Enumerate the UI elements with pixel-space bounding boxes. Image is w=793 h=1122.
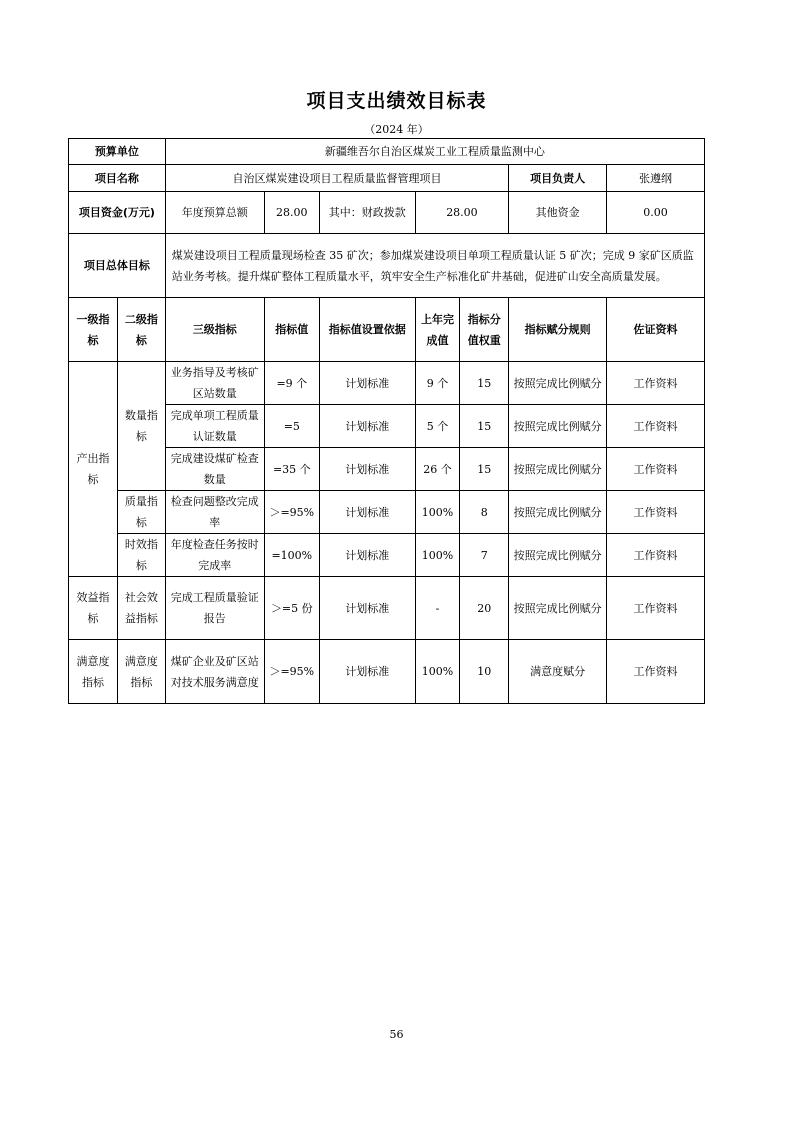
header-row-budget-unit (69, 139, 705, 165)
fiscal-value: 28.00 (415, 192, 509, 234)
basis-cell: 计划标准 (319, 362, 415, 405)
rule-cell: 按照完成比例赋分 (509, 362, 607, 405)
rule-cell: 按照完成比例赋分 (509, 534, 607, 577)
performance-table (68, 138, 705, 704)
col-weight: 指标分值权重 (460, 298, 509, 362)
indicator-cell: 完成单项工程质量认证数量 (165, 405, 264, 448)
owner-label: 项目负责人 (509, 165, 607, 192)
weight-cell: 15 (460, 448, 509, 491)
evidence-cell: 工作资料 (607, 405, 705, 448)
value-cell: =100% (264, 534, 319, 577)
col-last-year: 上年完成值 (415, 298, 460, 362)
other-funds-value: 0.00 (607, 192, 705, 234)
basis-cell: 计划标准 (319, 405, 415, 448)
table-row (69, 491, 705, 534)
value-cell: =5 (264, 405, 319, 448)
owner-value: 张遵纲 (607, 165, 705, 192)
annual-budget-label: 年度预算总额 (165, 192, 264, 234)
last-year-cell: 26 个 (415, 448, 460, 491)
table-row (69, 577, 705, 640)
level1-satisfaction: 满意度指标 (69, 640, 118, 704)
fiscal-label: 其中：财政拨款 (319, 192, 415, 234)
table-row (69, 534, 705, 577)
indicator-cell: 业务指导及考核矿区站数量 (165, 362, 264, 405)
last-year-cell: 100% (415, 534, 460, 577)
evidence-cell: 工作资料 (607, 534, 705, 577)
project-name-value: 自治区煤炭建设项目工程质量监督管理项目 (165, 165, 508, 192)
col-evidence: 佐证资料 (607, 298, 705, 362)
last-year-cell: 9 个 (415, 362, 460, 405)
col-basis: 指标值设置依据 (319, 298, 415, 362)
evidence-cell: 工作资料 (607, 491, 705, 534)
level2-social: 社会效益指标 (117, 577, 165, 640)
funds-label: 项目资金(万元) (69, 192, 166, 234)
table-row (69, 362, 705, 405)
page-number: 56 (389, 1028, 404, 1041)
header-row-goal (69, 234, 705, 298)
evidence-cell: 工作资料 (607, 640, 705, 704)
page-title: 项目支出绩效目标表 (306, 90, 487, 112)
budget-unit-label: 预算单位 (69, 139, 166, 165)
level2-quality: 质量指标 (117, 491, 165, 534)
col-level2: 二级指标 (117, 298, 165, 362)
header-row-project-name (69, 165, 705, 192)
col-value: 指标值 (264, 298, 319, 362)
goal-text: 煤炭建设项目工程质量现场检查 35 矿次；参加煤炭建设项目单项工程质量认证 5 矿次；完成 9 家矿区质监站业务考核。提升煤矿整体工程质量水平，筑牢安全生产标准化矿井基础，促进矿山安全高质量发展。 (165, 234, 704, 298)
level2-timeliness: 时效指标 (117, 534, 165, 577)
table-row (69, 640, 705, 704)
goal-label: 项目总体目标 (69, 234, 166, 298)
other-funds-label: 其他资金 (509, 192, 607, 234)
rule-cell: 按照完成比例赋分 (509, 491, 607, 534)
weight-cell: 15 (460, 362, 509, 405)
weight-cell: 20 (460, 577, 509, 640)
last-year-cell: - (415, 577, 460, 640)
indicator-cell: 完成工程质量验证报告 (165, 577, 264, 640)
basis-cell: 计划标准 (319, 534, 415, 577)
col-level1: 一级指标 (69, 298, 118, 362)
indicator-cell: 完成建设煤矿检查数量 (165, 448, 264, 491)
col-rule: 指标赋分规则 (509, 298, 607, 362)
rule-cell: 按照完成比例赋分 (509, 577, 607, 640)
year-subtitle: （2024 年） (364, 123, 429, 136)
basis-cell: 计划标准 (319, 640, 415, 704)
indicator-cell: 检查问题整改完成率 (165, 491, 264, 534)
evidence-cell: 工作资料 (607, 448, 705, 491)
last-year-cell: 100% (415, 640, 460, 704)
last-year-cell: 5 个 (415, 405, 460, 448)
level1-benefit: 效益指标 (69, 577, 118, 640)
level2-quantity: 数量指标 (117, 362, 165, 491)
rule-cell: 按照完成比例赋分 (509, 405, 607, 448)
value-cell: ＞=5 份 (264, 577, 319, 640)
col-level3: 三级指标 (165, 298, 264, 362)
weight-cell: 8 (460, 491, 509, 534)
last-year-cell: 100% (415, 491, 460, 534)
weight-cell: 15 (460, 405, 509, 448)
indicator-cell: 煤矿企业及矿区站对技术服务满意度 (165, 640, 264, 704)
column-header-row (69, 298, 705, 362)
evidence-cell: 工作资料 (607, 362, 705, 405)
budget-unit-value: 新疆维吾尔自治区煤炭工业工程质量监测中心 (165, 139, 704, 165)
level1-output: 产出指标 (69, 362, 118, 577)
basis-cell: 计划标准 (319, 448, 415, 491)
value-cell: ＞=95% (264, 640, 319, 704)
evidence-cell: 工作资料 (607, 577, 705, 640)
value-cell: ＞=95% (264, 491, 319, 534)
weight-cell: 10 (460, 640, 509, 704)
weight-cell: 7 (460, 534, 509, 577)
value-cell: =9 个 (264, 362, 319, 405)
rule-cell: 满意度赋分 (509, 640, 607, 704)
basis-cell: 计划标准 (319, 491, 415, 534)
rule-cell: 按照完成比例赋分 (509, 448, 607, 491)
annual-budget-value: 28.00 (264, 192, 319, 234)
value-cell: =35 个 (264, 448, 319, 491)
level2-satisfaction: 满意度指标 (117, 640, 165, 704)
header-row-funds (69, 192, 705, 234)
basis-cell: 计划标准 (319, 577, 415, 640)
project-name-label: 项目名称 (69, 165, 166, 192)
indicator-cell: 年度检查任务按时完成率 (165, 534, 264, 577)
